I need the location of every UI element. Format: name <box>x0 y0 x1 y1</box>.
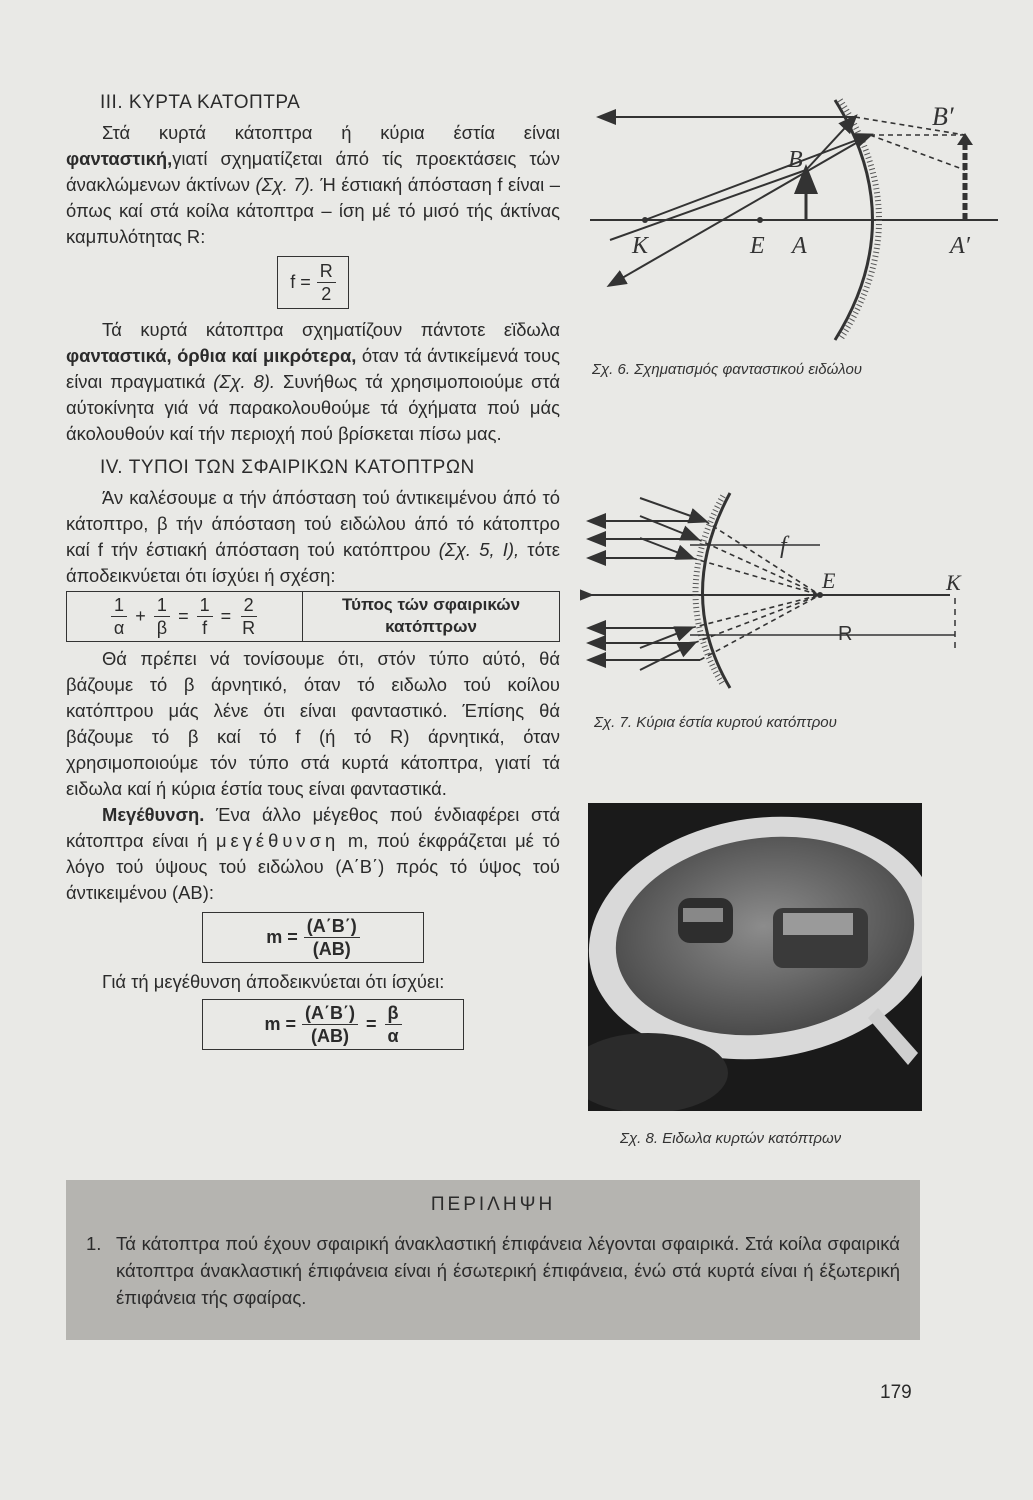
section-3-title: III. ΚΥΡΤΑ ΚΑΤΟΠΤΡΑ <box>100 92 301 113</box>
magnification-formula-box-2: m = $\frac{(A΄B΄)}{(AB)}$ = $\frac{\beta}{\alpha}$ <box>202 999 464 1050</box>
mirror-formula-box: $\frac{1}{\alpha}$ + $\frac{1}{\beta}$ = $\frac{1}{f}$ = $\frac{2}{R}$ Τύπος τών σφαιρικών κατόπτρων <box>66 591 560 642</box>
section-3-paragraph-1: Στά κυρτά κάτοπτρα ή κύρια έστία είναι φανταστική,γιατί σχηματίζεται άπό τίς προεκτάσεις τών άνακλώμενων άκτίνων (Σχ. 7). Ή έστιακή άπόσταση f είναι – όπως καί στά κοίλα κάτοπτρα – ίση μέ τό μισό τής άκτίνας καμπυλότητας R: <box>66 122 561 247</box>
focal-formula-box: f = $\frac{R}{2}$ <box>277 256 349 309</box>
label-a: A <box>792 233 807 259</box>
r-over-2-fraction: $\frac{R}{2}$ <box>317 260 336 305</box>
label-r: R <box>838 623 853 645</box>
formula-label-line-1: Τύπος τών σφαιρικών <box>341 595 521 614</box>
summary-item-1: 1. Τά κάτοπτρα πού έχουν σφαιρική άνακλαστική έπιφάνεια λέγονται σφαιρικά. Στά κοίλα σφαιρικά κάτοπτρα άνακλαστική έπιφάνεια είναι ή έσωτερική έπιφάνεια, ένώ στά κυρτά είναι ή έξωτερική έπιφάνεια τής σφαίρας. <box>86 1233 900 1308</box>
figure-7-diagram <box>580 488 980 693</box>
section-4-title: IV. ΤΥΠΟΙ ΤΩΝ ΣΦΑΙΡΙΚΩΝ ΚΑΤΟΠΤΡΩΝ <box>100 457 475 478</box>
label-b: B <box>788 147 803 173</box>
one-over-beta: $\frac{1}{\beta}$ <box>154 594 170 639</box>
section-4-paragraph-1: Άν καλέσουμε α τήν άπόσταση τού άντικειμένου άπό τό κάτοπτρο, β τήν άπόσταση τού ειδώλου άπό τό κάτοπτρο καί f τήν έστιακή άπόσταση τού κατόπτρου (Σχ. 5, I), τότε άποδεικνύεται ότι ίσχύει ή σχέση: <box>66 487 560 586</box>
label-e-fig7: E <box>822 568 836 593</box>
figure-8-caption: Σχ. 8. Ειδωλα κυρτών κατόπτρων <box>620 1130 842 1147</box>
summary-box <box>66 1180 920 1340</box>
page-number: 179 <box>880 1382 912 1403</box>
figure-6-diagram <box>580 95 1000 360</box>
label-k: K <box>632 233 649 259</box>
section-4-paragraph-3: Μεγέθυνση. Ένα άλλο μέγεθος πού ένδιαφέρει στά κάτοπτρα είναι ή μεγέθυνση m, πού έκφράζεται μέ τό λόγο τού ύψους τού ειδώλου (Α΄Β΄) πρός τό ύψος τού άντικειμένου (ΑΒ): <box>66 804 560 903</box>
section-3-paragraph-2: Τά κυρτά κάτοπτρα σχηματίζουν πάντοτε εϊδωλα φανταστικά, όρθια καί μικρότερα, όταν τά άντικείμενά τους είναι πραγματικά (Σχ. 8). Συνήθως τά χρησιμοποιούμε στά αύτοκίνητα γιά νά παρακολουθούμε τά όχήματα πού μάς άκολουθούν καί τήν περιοχή πού βρίσκεται πίσω μας. <box>66 319 560 444</box>
one-over-alpha: $\frac{1}{\alpha}$ <box>111 594 127 639</box>
label-a-prime: A′ <box>950 233 970 259</box>
one-over-f: $\frac{1}{f}$ <box>197 594 213 639</box>
main-text-column <box>66 92 560 1050</box>
summary-title: ΠΕΡΙΛΗΨΗ <box>430 1194 556 1215</box>
magnification-formula-box-1: m = $\frac{(A΄B΄)}{(AB)}$ <box>202 912 424 963</box>
label-e: E <box>750 233 765 259</box>
figure-7-caption: Σχ. 7. Κύρια έστία κυρτού κατόπτρου <box>594 714 837 731</box>
section-4-paragraph-4: Γιά τή μεγέθυνση άποδεικνύεται ότι ίσχύει: <box>102 971 445 992</box>
two-over-r: $\frac{2}{R}$ <box>242 595 256 638</box>
section-4-paragraph-2: Θά πρέπει νά τονίσουμε ότι, στόν τύπο αύτό, θά βάζουμε τό β άρνητικό, όταν τό ειδωλο τού κοίλου κατόπτρου μάς λένε ότι είναι φανταστικό. Έπίσης θά βάζουμε τό β καί τό f (ή τό R) άρνητικά, όταν χρησιμοποιούμε τόν τύπο στά κυρτά κάτοπτρα, γιατί τά ειδωλα καί ή κύρια έστία τους είναι φανταστικά. <box>66 648 560 799</box>
label-k-fig7: K <box>946 570 961 595</box>
figure-8-photo <box>588 803 922 1111</box>
formula-label-line-2: κατόπτρων <box>385 617 477 636</box>
label-b-prime: B′ <box>932 102 954 131</box>
figure-6-caption: Σχ. 6. Σχηματισμός φανταστικού ειδώλου <box>592 361 863 378</box>
label-f: f <box>780 533 787 559</box>
